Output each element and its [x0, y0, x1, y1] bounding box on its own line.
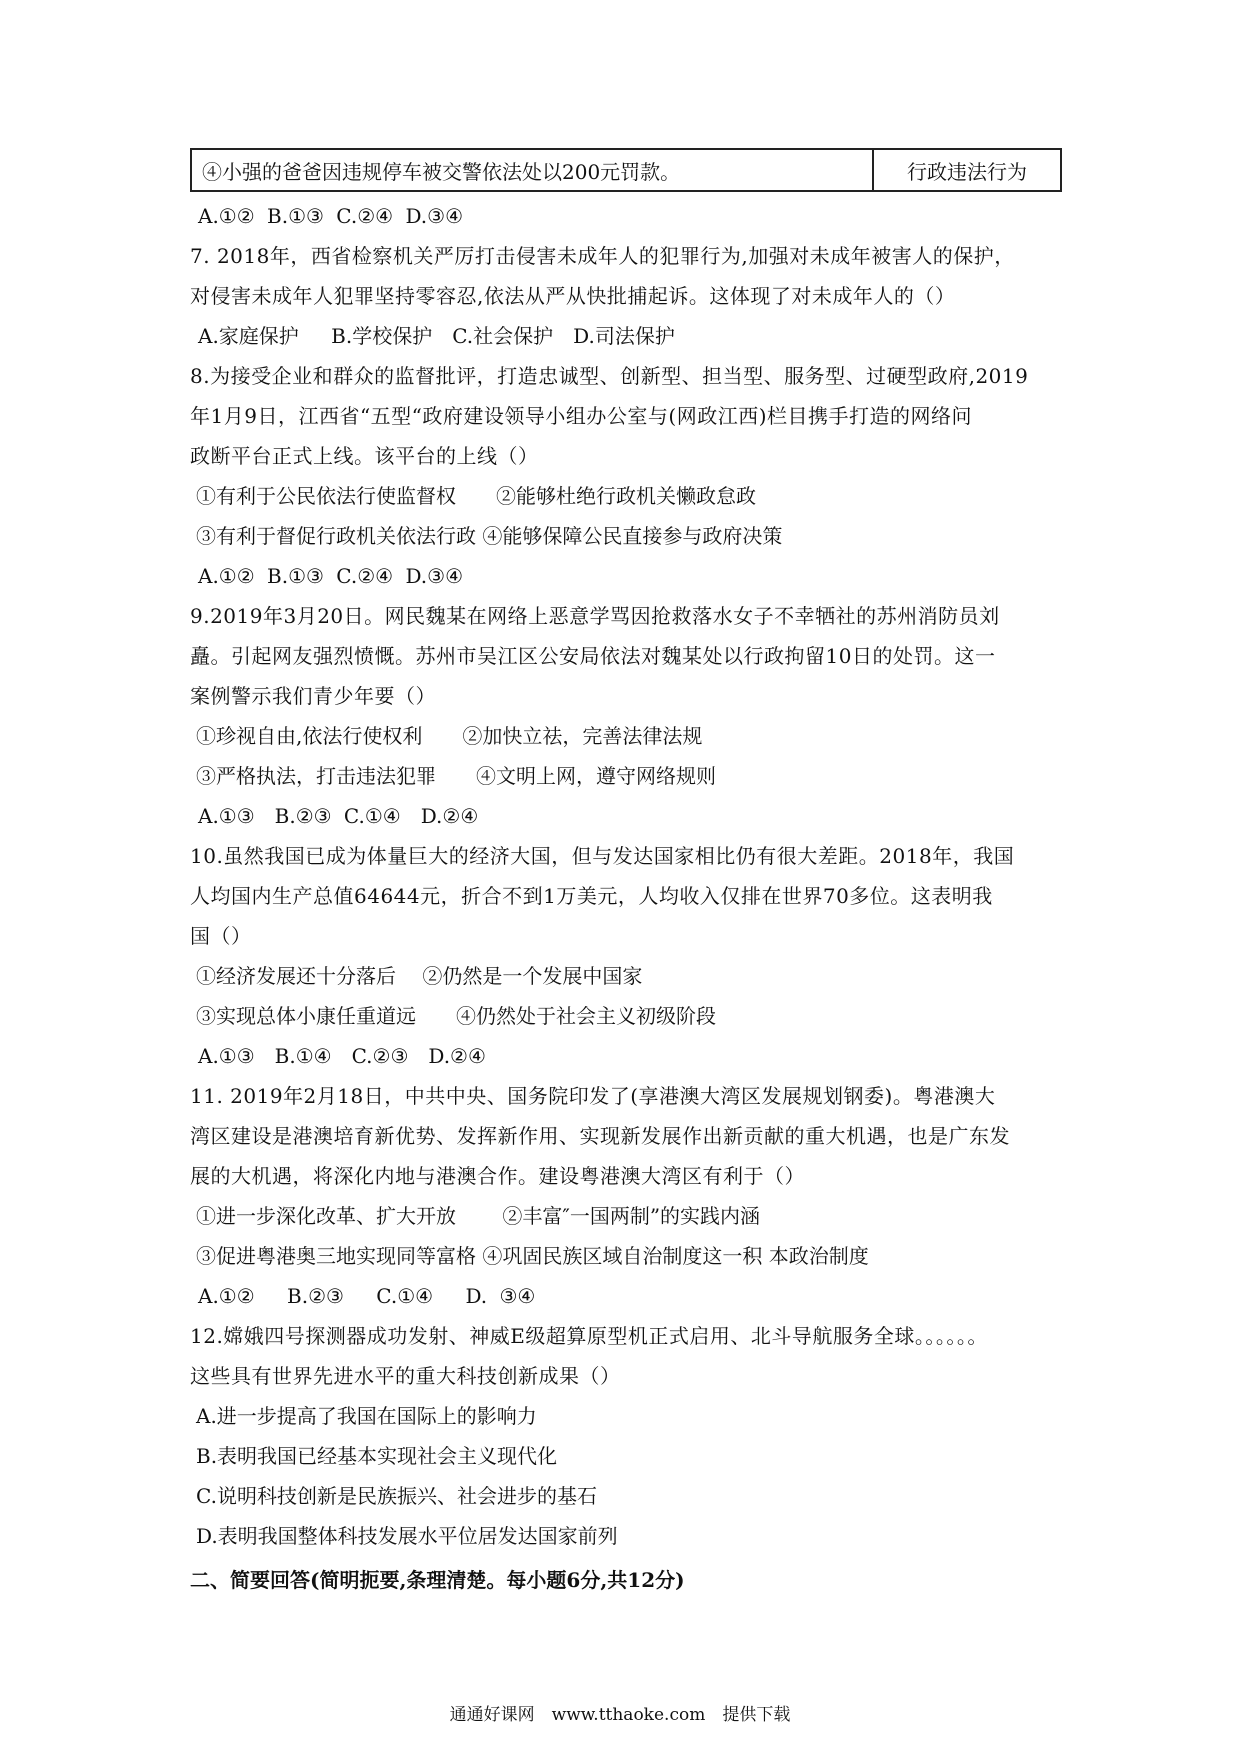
q7-stem-line: 对侵害未成年人犯罪坚持零容忍,依法从严从快批捕起诉。这体现了对未成年人的（）	[190, 284, 956, 308]
q9-answer-choices: A.①③ B.②③ C.①④ D.②④	[198, 804, 479, 828]
q9-stem-line: 矗。引起网友强烈愤慨。苏州市吴江区公安局依法对魏某处以行政拘留10日的处罚。这一	[190, 644, 996, 668]
q10-stem-line: 国（）	[190, 924, 252, 948]
q8-answer-choices: A.①② B.①③ C.②④ D.③④	[198, 564, 463, 588]
q9-stem-line: 案例警示我们青少年要（）	[190, 684, 436, 708]
q9-option-line: ③严格执法，打击违法犯罪 ④文明上网，遵守网络规则	[196, 764, 716, 788]
q10-answer-choices: A.①③ B.①④ C.②③ D.②④	[198, 1044, 486, 1068]
q12-option-b: B.表明我国已经基本实现社会主义现代化	[196, 1444, 558, 1468]
q8-option-line: ③有利于督促行政机关依法行政 ④能够保障公民直接参与政府决策	[196, 524, 783, 548]
page-footer: 通通好课网 www.tthaoke.com 提供下载	[449, 1705, 791, 1725]
table-row	[191, 149, 1061, 191]
section-two-heading: 二、简要回答(简明扼要,条理清楚。每小题6分,共12分)	[190, 1568, 685, 1592]
q8-stem-line: 8.为接受企业和群众的监督批评，打造忠诚型、创新型、担当型、服务型、过硬型政府,2019	[190, 364, 1029, 388]
q11-answer-choices: A.①② B.②③ C.①④ D. ③④	[198, 1284, 536, 1308]
q12-option-d: D.表明我国整体科技发展水平位居发达国家前列	[196, 1524, 618, 1548]
q12-stem-line: 12.嫦娥四号探测器成功发射、神威E级超算原型机正式启用、北斗导航服务全球。。。。。。	[190, 1324, 988, 1348]
q12-option-a: A.进一步提高了我国在国际上的影响力	[196, 1404, 537, 1428]
q6-table-cell-text: ④小强的爸爸因违规停车被交警依法处以200元罚款。	[191, 149, 873, 191]
q10-option-line: ①经济发展还十分落后 ②仍然是一个发展中国家	[196, 964, 643, 988]
q11-option-line: ①进一步深化改革、扩大开放 ②丰富″一国两制”的实践内涵	[196, 1204, 761, 1228]
q6-table	[190, 148, 1062, 192]
q12-stem-line: 这些具有世界先进水平的重大科技创新成果（）	[190, 1364, 621, 1388]
q11-option-line: ③促进粤港奥三地实现同等富格 ④巩固民族区域自治制度这一积 本政治制度	[196, 1244, 869, 1268]
q10-option-line: ③实现总体小康任重道远 ④仍然处于社会主义初级阶段	[196, 1004, 716, 1028]
q10-stem-line: 10.虽然我国已成为体量巨大的经济大国，但与发达国家相比仍有很大差距。2018年，我国	[190, 844, 1015, 868]
q8-option-line: ①有利于公民依法行使监督权 ②能够杜绝行政机关懒政怠政	[196, 484, 756, 508]
q8-stem-line: 政断平台正式上线。该平台的上线（）	[190, 444, 539, 468]
q11-stem-line: 11. 2019年2月18日，中共中央、国务院印发了(享港澳大湾区发展规划钢委)。粤港澳大	[190, 1084, 996, 1108]
q12-option-c: C.说明科技创新是民族振兴、社会进步的基石	[196, 1484, 597, 1508]
q9-stem-line: 9.2019年3月20日。网民魏某在网络上恶意学骂因抢救落水女子不幸牺社的苏州消防员刘	[190, 604, 1000, 628]
q6-table-cell-type: 行政违法行为	[873, 149, 1061, 191]
q9-option-line: ①珍视自由,依法行使权利 ②加快立祛，完善法律法规	[196, 724, 703, 748]
q7-answer-choices: A.家庭保护 B.学校保护 C.社会保护 D.司法保护	[198, 324, 675, 348]
q8-stem-line: 年1月9日，江西省“五型“政府建设领导小组办公室与(网政江西)栏目携手打造的网络问	[190, 404, 973, 428]
q6-answer-choices: A.①② B.①③ C.②④ D.③④	[198, 204, 463, 228]
page-content	[190, 148, 1065, 1600]
q11-stem-line: 湾区建设是港澳培育新优势、发挥新作用、实现新发展作出新贡献的重大机遇，也是广东发	[190, 1124, 1010, 1148]
q11-stem-line: 展的大机遇，将深化内地与港澳合作。建设粤港澳大湾区有利于（）	[190, 1164, 805, 1188]
q10-stem-line: 人均国内生产总值64644元，折合不到1万美元，人均收入仅排在世界70多位。这表明我	[190, 884, 993, 908]
q7-stem-line: 7. 2018年，西省检察机关严厉打击侵害未成年人的犯罪行为,加强对未成年被害人的保护，	[190, 244, 1015, 268]
